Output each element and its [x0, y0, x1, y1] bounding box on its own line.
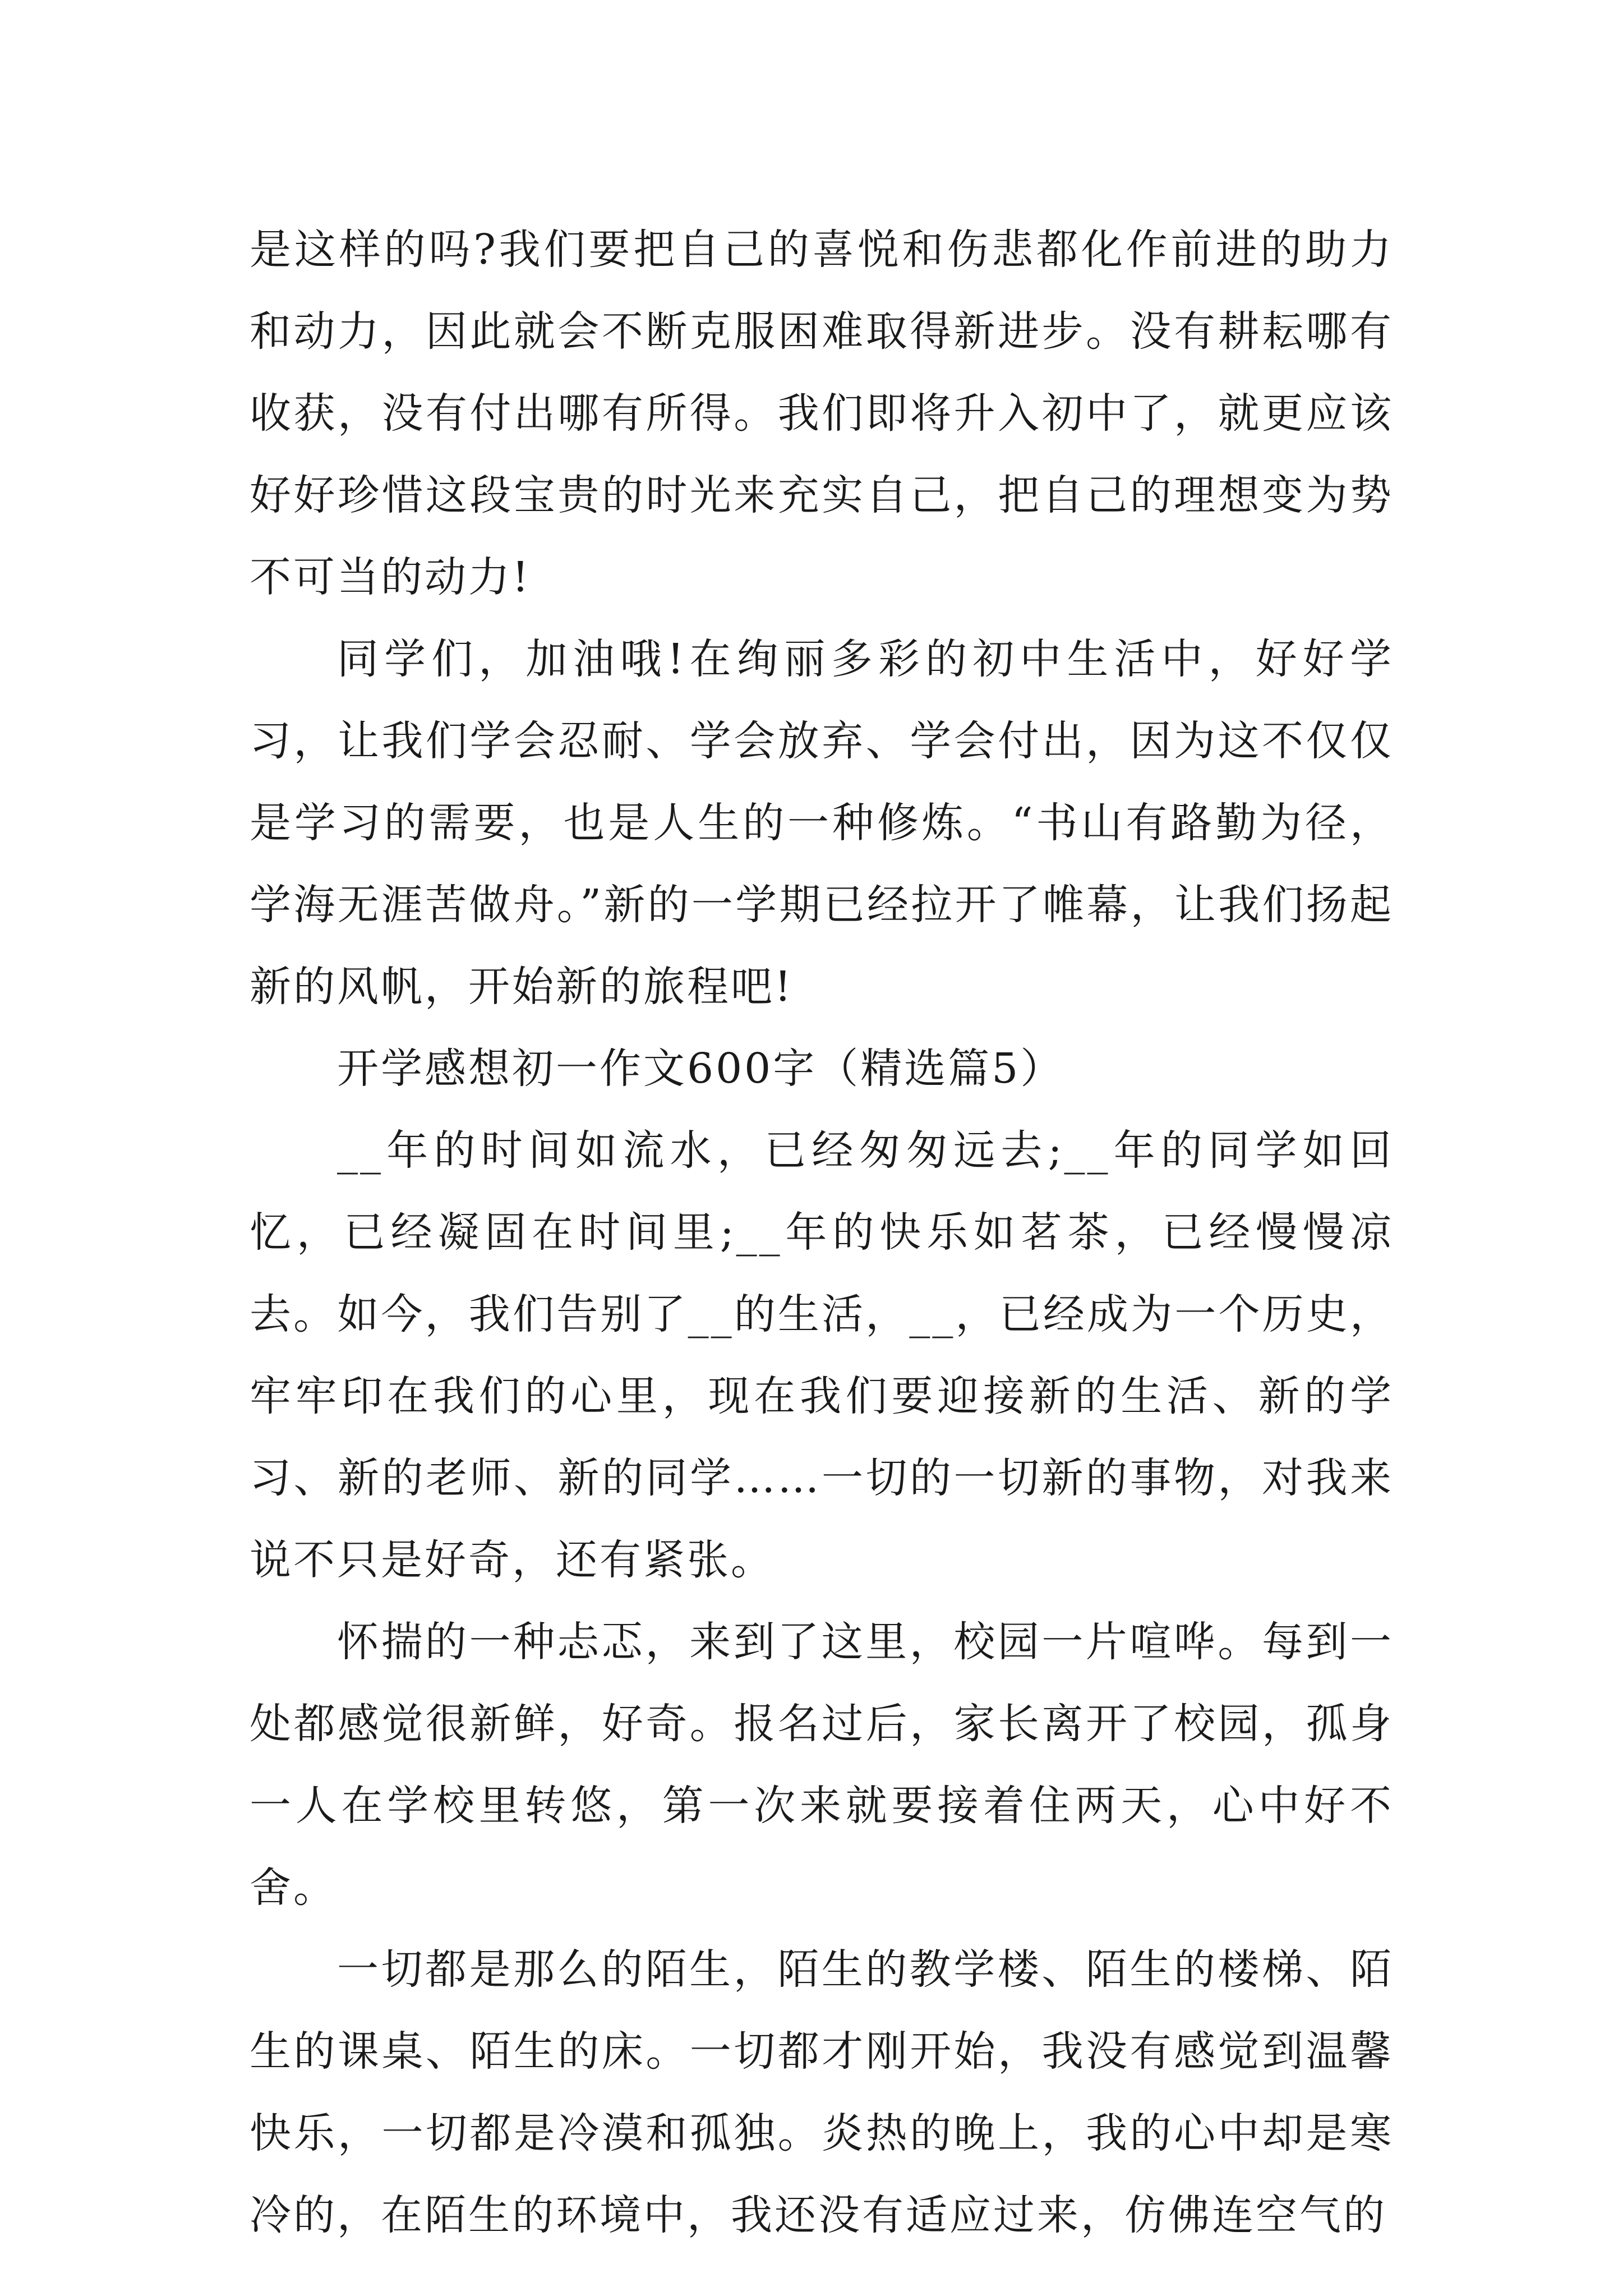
- paragraph-intro: __年的时间如流水，已经匆匆远去;__年的同学如回忆，已经凝固在时间里;__年的快乐如茗茶，已经慢慢凉去。如今，我们告别了__的生活，__，已经成为一个历史，牢牢印在我们的心里，现在我们要迎接新的生活、新的学习、新的老师、新的同学……一切的一切新的事物，对我来说不只是好奇，还有紧张。: [250, 1126, 1394, 1584]
- paragraph-continuation: 是这样的吗?我们要把自己的喜悦和伤悲都化作前进的助力和动力，因此就会不断克服困难取得新进步。没有耕耘哪有收获，没有付出哪有所得。我们即将升入初中了，就更应该好好珍惜这段宝贵的时光来充实自己，把自己的理想变为势不可当的动力!: [250, 226, 1394, 601]
- paragraph-strangeness: 一切都是那么的陌生，陌生的教学楼、陌生的楼梯、陌生的课桌、陌生的床。一切都才刚开始，我没有感觉到温馨快乐，一切都是冷漠和孤独。炎热的晚上，我的心中却是寒冷的，在陌生的环境中，我还没有适应过来，仿佛连空气的: [250, 1945, 1394, 2239]
- paragraph-arrival: 怀揣的一种忐忑，来到了这里，校园一片喧哗。每到一处都感觉很新鲜，好奇。报名过后，家长离开了校园，孤身一人在学校里转悠，第一次来就要接着住两天，心中好不舍。: [250, 1618, 1394, 1912]
- document-body: [250, 209, 1394, 2256]
- paragraph-encouragement: 同学们，加油哦!在绚丽多彩的初中生活中，好好学习，让我们学会忍耐、学会放弃、学会付出，因为这不仅仅是学习的需要，也是人生的一种修炼。“书山有路勤为径，学海无涯苦做舟。”新的一学期已经拉开了帷幕，让我们扬起新的风帆，开始新的旅程吧!: [250, 635, 1394, 1011]
- section-heading: 开学感想初一作文600字（精选篇5）: [337, 1045, 1064, 1093]
